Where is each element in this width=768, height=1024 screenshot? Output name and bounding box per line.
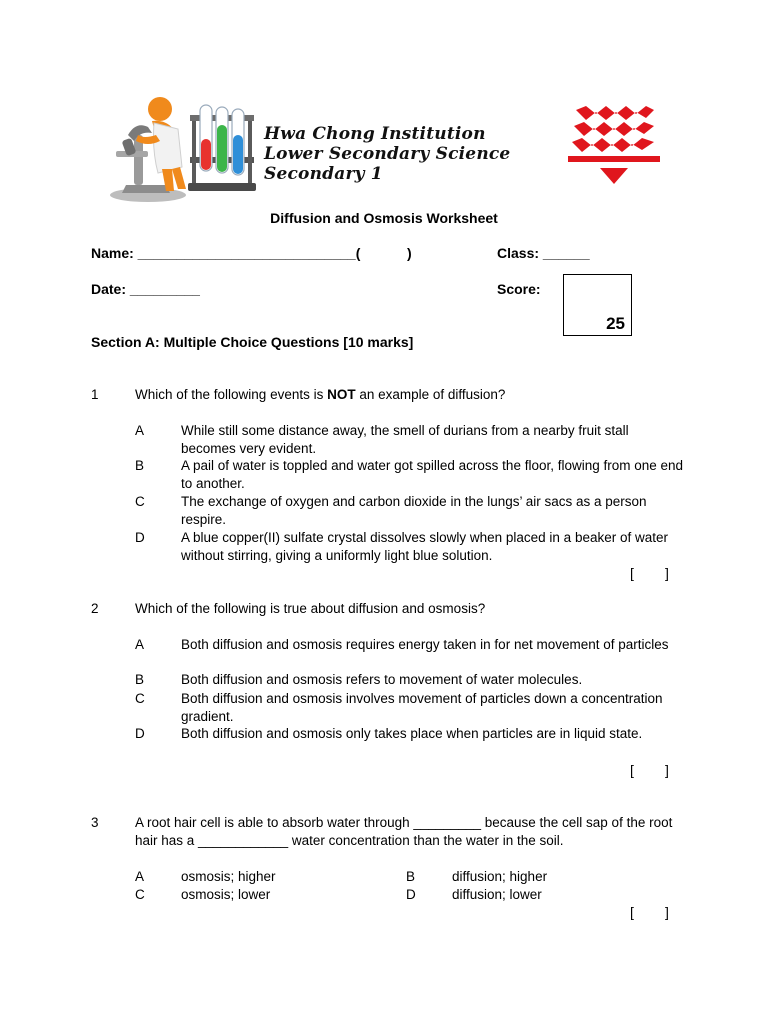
option-text: The exchange of oxygen and carbon dioxide in the lungs’ air sacs as a person respire. [181,494,647,527]
option-letter: A [135,869,145,884]
question-text: Which of the following is true about diffusion and osmosis? [135,601,486,616]
option-letter: D [406,887,416,902]
level-name: Secondary 1 [264,164,383,184]
option-letter: D [135,726,145,741]
option-text: osmosis; higher [181,869,276,884]
score-label: Score: [497,281,541,297]
answer-bracket[interactable]: [ ] [630,904,669,920]
option-text: diffusion; lower [452,887,542,902]
option-letter: A [135,637,145,652]
section-a-heading: Section A: Multiple Choice Questions [10 marks] [91,334,414,350]
option-text: diffusion; higher [452,869,548,884]
option-letter: B [406,869,416,884]
option-letter: C [135,887,145,902]
option-text: A pail of water is toppled and water got spilled across the floor, flowing from one end to another. [181,458,684,491]
department-name: Lower Secondary Science [264,144,511,164]
score-box[interactable] [563,274,632,336]
score-total: 25 [606,314,625,333]
name-field[interactable]: Name: ____________________________( ) [91,245,412,261]
school-name: Hwa Chong Institution [264,124,486,144]
question-number: 1 [91,387,99,402]
option-text: osmosis; lower [181,887,271,902]
answer-bracket[interactable]: [ ] [630,762,669,778]
option-letter: C [135,691,145,706]
option-text: Both diffusion and osmosis requires energy taken in for net movement of particles [181,637,669,652]
question-text: A root hair cell is able to absorb water through _________ because the cell sap of the root hair has a ____________ water concentration than the water in the soil. [135,815,673,848]
option-letter: B [135,458,145,473]
school-logo [566,104,662,186]
option-text: A blue copper(II) sulfate crystal dissolves slowly when placed in a beaker of water without stirring, giving a uniformly light blue solution. [181,530,668,563]
option-text: Both diffusion and osmosis only takes place when particles are in liquid state. [181,726,643,741]
scientist-illustration [108,95,258,207]
option-letter: A [135,423,145,438]
class-field[interactable]: Class: ______ [497,245,590,261]
worksheet-title: Diffusion and Osmosis Worksheet [270,210,498,226]
option-text: Both diffusion and osmosis refers to movement of water molecules. [181,672,583,687]
answer-bracket[interactable]: [ ] [630,565,669,581]
option-text: While still some distance away, the smell of durians from a nearby fruit stall becomes very evident. [181,423,629,456]
option-letter: B [135,672,145,687]
question-number: 3 [91,815,99,830]
question-number: 2 [91,601,99,616]
question-text: Which of the following events is NOT an example of diffusion? [135,387,506,402]
option-letter: C [135,494,145,509]
option-letter: D [135,530,145,545]
option-text: Both diffusion and osmosis involves movement of particles down a concentration gradient. [181,691,663,724]
date-field[interactable]: Date: _________ [91,281,200,297]
